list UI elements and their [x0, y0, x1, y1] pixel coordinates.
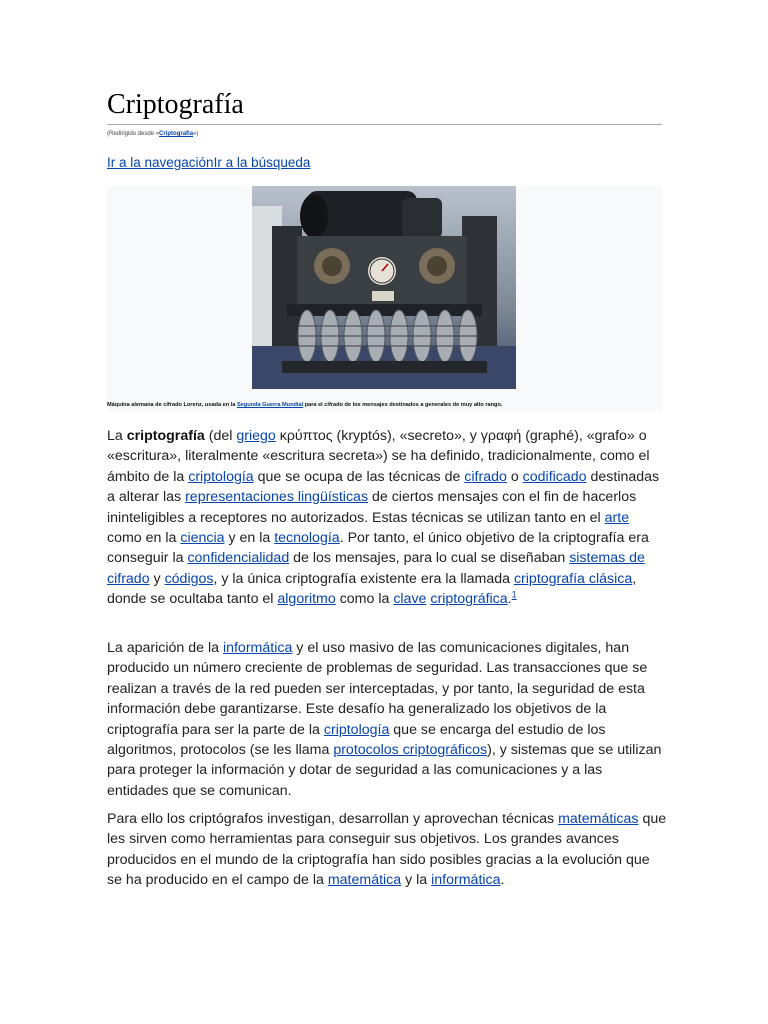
- text: y el uso masivo de las comunicaciones digitales, han producido un número creciente de problemas de seguridad. Las transacciones que se realizan a través de la red pueden ser interceptadas, y por tanto, la seguridad de esta información debe garantizarse. Este desafío ha generalizado los objetivos de la criptografía para ser la parte de la: [107, 640, 648, 738]
- link-griego[interactable]: griego: [236, 428, 276, 444]
- link-informatica[interactable]: informática: [222, 640, 293, 656]
- lorenz-machine-image[interactable]: [252, 186, 516, 389]
- text: que se encarga del estudio de los algoritmos, protocolos (se les llama: [107, 721, 606, 759]
- text: y: [149, 570, 165, 587]
- text: κρύπτος (kryptós), «secreto», y γραφή (graphé), «grafo» o «escritura», literalmente «escritura secreta») se ha definido, tradicionalmente, como el ámbito de la: [107, 428, 650, 485]
- text: .: [507, 591, 512, 608]
- link-confidencialidad[interactable]: confidencialidad: [187, 550, 290, 567]
- bold-term: criptografía: [126, 428, 205, 444]
- link-ciencia[interactable]: ciencia: [180, 530, 225, 547]
- caption-link-segunda-guerra-mundial[interactable]: Segunda Guerra Mundial: [236, 402, 304, 408]
- link-tecnologia[interactable]: tecnología: [274, 530, 340, 547]
- text: como la: [335, 591, 394, 608]
- link-clave[interactable]: clave: [393, 591, 427, 608]
- redirect-prefix: (Redirigido desde «: [107, 131, 160, 137]
- redirect-suffix: »): [193, 131, 199, 137]
- text: que se ocupa de las técnicas de: [253, 468, 465, 485]
- link-algoritmo[interactable]: algoritmo: [277, 591, 336, 608]
- page-title: Criptografía: [107, 88, 662, 125]
- redirect-link[interactable]: Criptografia: [159, 131, 194, 137]
- link-informatica[interactable]: informática: [431, 872, 501, 889]
- lorenz-machine-illustration: [252, 186, 516, 389]
- text: de ciertos mensajes con el fin de hacerlos ininteligibles a receptores no autorizados. Estas técnicas se utilizan tanto en el: [107, 489, 637, 526]
- redirect-note: [107, 131, 198, 137]
- text: de los mensajes, para lo cual se diseñaban: [289, 550, 570, 567]
- text: (del: [204, 428, 237, 444]
- text: o: [506, 468, 523, 485]
- text: .: [500, 872, 505, 889]
- link-criptologia[interactable]: criptología: [188, 468, 254, 485]
- text: y en la: [224, 530, 275, 547]
- link-protocolos-criptograficos[interactable]: protocolos criptográficos: [333, 742, 488, 759]
- link-matematica[interactable]: matemática: [327, 872, 402, 889]
- text: destinadas a alterar las: [107, 468, 660, 506]
- link-criptografica[interactable]: criptográfica: [430, 591, 508, 608]
- text: , donde se ocultaba tanto el: [107, 570, 637, 608]
- article-figure: [107, 186, 662, 412]
- link-codificado[interactable]: codificado: [522, 468, 587, 485]
- text: La aparición de la: [107, 640, 223, 656]
- paragraph-intro: [107, 426, 667, 610]
- text: La: [107, 428, 127, 444]
- link-criptografia-clasica[interactable]: criptografía clásica: [513, 570, 633, 587]
- caption-text-after: para el cifrado de los mensajes destinados a generales de muy alto rango.: [303, 402, 503, 408]
- text: , y la única criptografía existente era la llamada: [213, 570, 514, 587]
- link-matematicas[interactable]: matemáticas: [558, 811, 639, 827]
- link-criptologia[interactable]: criptología: [323, 721, 390, 738]
- figure-caption: [107, 402, 502, 408]
- jump-to-search-link[interactable]: Ir a la búsqueda: [213, 155, 311, 170]
- link-arte[interactable]: arte: [604, 509, 630, 526]
- jump-to-navigation-link[interactable]: Ir a la navegación: [107, 155, 214, 170]
- reference-link-1[interactable]: 1: [511, 589, 517, 600]
- jump-links: [107, 155, 310, 170]
- text: . Por tanto, el único objetivo de la criptografía era conseguir la: [107, 530, 649, 567]
- text: y la: [401, 872, 432, 889]
- text: ), y sistemas que se utilizan para proteger la información y dotar de seguridad a las comunicaciones y a las entidades que se comunican.: [107, 742, 662, 799]
- text: Para ello los criptógrafos investigan, desarrollan y aprovechan técnicas: [107, 811, 559, 827]
- text: que les sirven como herramientas para conseguir sus objetivos. Los grandes avances producidos en el mundo de la criptografía han sido posibles gracias a la evolución que se ha producido en el campo de la: [107, 811, 667, 889]
- paragraph-informatica: [107, 638, 667, 801]
- caption-text-before: Máquina alemana de cifrado Lorenz, usada en la: [107, 402, 237, 408]
- link-sistemas-de-cifrado[interactable]: sistemas de cifrado: [107, 550, 645, 587]
- paragraph-matematicas: [107, 809, 667, 891]
- link-cifrado[interactable]: cifrado: [464, 468, 507, 485]
- text: como en la: [107, 530, 181, 547]
- link-representaciones-linguisticas[interactable]: representaciones lingüísticas: [185, 489, 369, 506]
- link-codigos[interactable]: códigos: [164, 570, 214, 587]
